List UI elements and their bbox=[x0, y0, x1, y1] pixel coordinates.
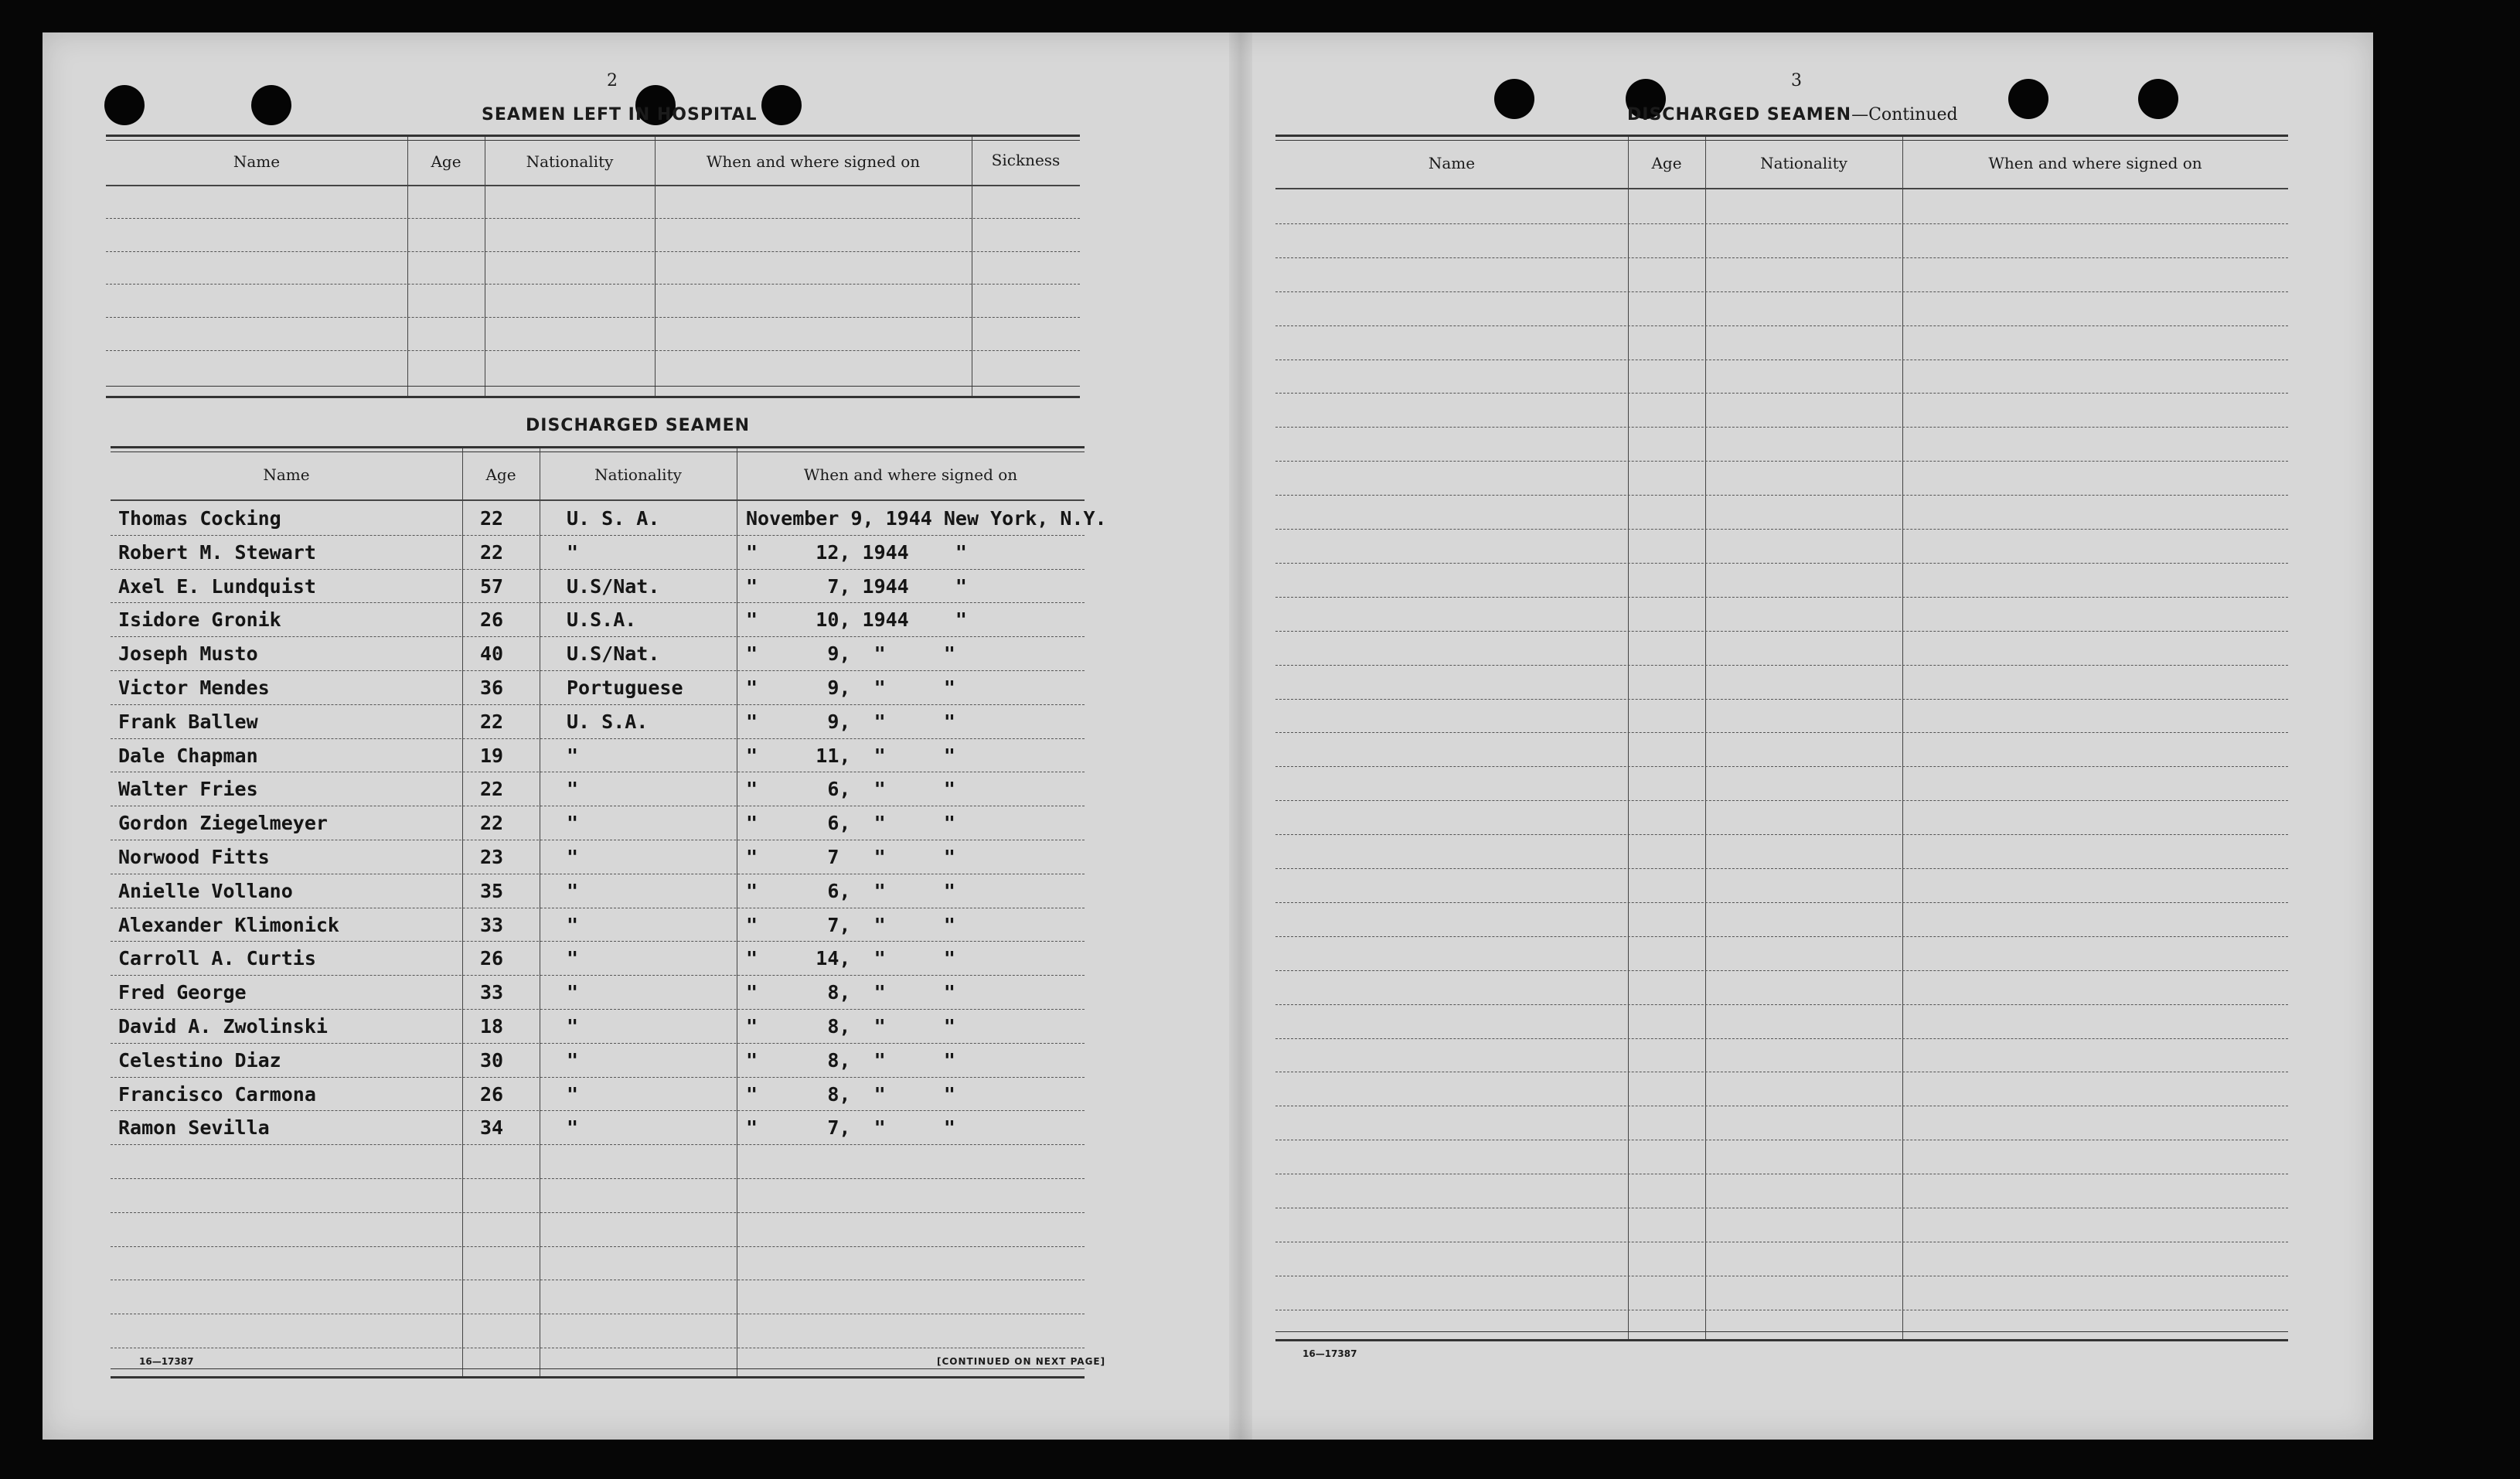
row-rule bbox=[111, 1178, 1085, 1179]
punch-hole bbox=[251, 85, 291, 125]
row-rule bbox=[1275, 868, 2288, 869]
table-row bbox=[111, 604, 1085, 635]
hospital-header-nationality: Nationality bbox=[526, 152, 614, 171]
row-rule bbox=[1275, 597, 2288, 598]
punch-hole bbox=[1494, 79, 1534, 119]
table-row bbox=[111, 571, 1085, 601]
discharged-table bbox=[111, 446, 1107, 1378]
table-row bbox=[111, 773, 1085, 804]
right-header-name: Name bbox=[1428, 154, 1476, 172]
seaman-age: 57 bbox=[480, 574, 504, 598]
row-rule bbox=[111, 1077, 1085, 1078]
seaman-signed-on: " 11, " " bbox=[746, 744, 955, 767]
seaman-signed-on: " 6, " " bbox=[746, 778, 955, 801]
row-rule bbox=[111, 1009, 1085, 1010]
seaman-signed-on: " 8, " " bbox=[746, 981, 955, 1004]
seaman-nationality: " bbox=[567, 879, 579, 902]
discharged-header-age: Age bbox=[485, 465, 516, 484]
seaman-age: 26 bbox=[480, 1082, 504, 1106]
seaman-name: Victor Mendes bbox=[118, 676, 270, 699]
row-rule bbox=[111, 569, 1085, 570]
seaman-signed-on: " 6, " " bbox=[746, 879, 955, 902]
seaman-signed-on: November 9, 1944 New York, N.Y. bbox=[746, 507, 1107, 530]
row-rule bbox=[1275, 495, 2288, 496]
punch-hole bbox=[2138, 79, 2178, 119]
discharged-header-nationality: Nationality bbox=[594, 465, 682, 484]
seaman-nationality: " bbox=[567, 744, 579, 767]
seaman-nationality: Portuguese bbox=[567, 676, 683, 699]
seaman-age: 22 bbox=[480, 507, 504, 530]
table-row bbox=[111, 909, 1085, 940]
row-rule bbox=[1275, 1038, 2288, 1039]
table-row bbox=[111, 638, 1085, 669]
seaman-age: 19 bbox=[480, 744, 504, 767]
hospital-table bbox=[106, 135, 1080, 398]
table-row bbox=[111, 537, 1085, 567]
seaman-nationality: " bbox=[567, 812, 579, 835]
seaman-nationality: " bbox=[567, 913, 579, 936]
seaman-name: Axel E. Lundquist bbox=[118, 574, 316, 598]
seaman-signed-on: " 14, " " bbox=[746, 947, 955, 970]
seaman-name: Anielle Vollano bbox=[118, 879, 293, 902]
row-rule bbox=[1275, 766, 2288, 767]
seaman-name: David A. Zwolinski bbox=[118, 1015, 328, 1038]
row-rule bbox=[1275, 257, 2288, 258]
row-rule bbox=[1275, 427, 2288, 428]
discharged-header-signed: When and where signed on bbox=[803, 465, 1018, 484]
row-rule bbox=[111, 535, 1085, 536]
seaman-name: Thomas Cocking bbox=[118, 507, 281, 530]
seaman-nationality: " bbox=[567, 947, 579, 970]
seaman-name: Celestino Diaz bbox=[118, 1048, 281, 1072]
seaman-nationality: " bbox=[567, 1082, 579, 1106]
seaman-age: 22 bbox=[480, 812, 504, 835]
hospital-header-signed: When and where signed on bbox=[706, 152, 921, 171]
row-rule bbox=[1275, 393, 2288, 394]
punch-hole bbox=[2008, 79, 2048, 119]
seaman-signed-on: " 6, " " bbox=[746, 812, 955, 835]
seaman-nationality: U.S.A. bbox=[567, 608, 637, 632]
seaman-name: Isidore Gronik bbox=[118, 608, 281, 632]
seaman-name: Fred George bbox=[118, 981, 247, 1004]
seaman-age: 40 bbox=[480, 642, 504, 666]
right-page-number: 3 bbox=[1791, 71, 1802, 90]
seaman-age: 23 bbox=[480, 846, 504, 868]
row-rule bbox=[1275, 665, 2288, 666]
seaman-name: Frank Ballew bbox=[118, 710, 258, 733]
right-title-main: DISCHARGED SEAMEN bbox=[1627, 105, 1852, 124]
seaman-name: Francisco Carmona bbox=[118, 1082, 316, 1106]
table-row bbox=[111, 841, 1085, 872]
table-row bbox=[111, 807, 1085, 838]
row-rule bbox=[1275, 325, 2288, 326]
right-footer-code: 16—17387 bbox=[1303, 1348, 1357, 1359]
seaman-name: Ramon Sevilla bbox=[118, 1116, 270, 1140]
row-rule bbox=[1275, 461, 2288, 462]
seaman-nationality: " bbox=[567, 1015, 579, 1038]
row-rule bbox=[111, 1110, 1085, 1111]
seaman-signed-on: " 12, 1944 " bbox=[746, 540, 967, 564]
table-row bbox=[111, 1010, 1085, 1041]
seaman-age: 22 bbox=[480, 778, 504, 801]
seaman-nationality: U. S.A. bbox=[567, 710, 649, 733]
seaman-name: Dale Chapman bbox=[118, 744, 258, 767]
punch-hole bbox=[761, 85, 802, 125]
page-fold bbox=[1229, 32, 1252, 1440]
table-row bbox=[111, 740, 1085, 771]
discharged-header-name: Name bbox=[263, 465, 310, 484]
footer-continued: [CONTINUED ON NEXT PAGE] bbox=[937, 1356, 1106, 1367]
row-rule bbox=[111, 1212, 1085, 1213]
seaman-signed-on: " 8, " " bbox=[746, 1082, 955, 1106]
row-rule bbox=[111, 602, 1085, 603]
row-rule bbox=[111, 704, 1085, 705]
punch-hole bbox=[104, 85, 145, 125]
seaman-signed-on: " 7 " " bbox=[746, 846, 955, 868]
seaman-name: Walter Fries bbox=[118, 778, 258, 801]
row-rule bbox=[1275, 902, 2288, 903]
row-rule bbox=[111, 1043, 1085, 1044]
seaman-name: Gordon Ziegelmeyer bbox=[118, 812, 328, 835]
table-row bbox=[111, 942, 1085, 973]
table-row bbox=[111, 1079, 1085, 1109]
seaman-nationality: " bbox=[567, 1116, 579, 1140]
seaman-nationality: " bbox=[567, 778, 579, 801]
seaman-name: Robert M. Stewart bbox=[118, 540, 316, 564]
seaman-nationality: U.S/Nat. bbox=[567, 574, 660, 598]
discharged-title: DISCHARGED SEAMEN bbox=[526, 416, 751, 435]
row-rule bbox=[111, 1144, 1085, 1145]
row-rule bbox=[111, 670, 1085, 671]
seaman-age: 18 bbox=[480, 1015, 504, 1038]
seaman-nationality: " bbox=[567, 540, 579, 564]
seaman-signed-on: " 9, " " bbox=[746, 710, 955, 733]
seaman-signed-on: " 8, " " bbox=[746, 1015, 955, 1038]
row-rule bbox=[111, 636, 1085, 637]
seaman-age: 36 bbox=[480, 676, 504, 699]
hospital-header-name: Name bbox=[233, 152, 281, 171]
row-rule bbox=[1275, 529, 2288, 530]
seaman-age: 26 bbox=[480, 947, 504, 970]
document-sheet bbox=[43, 32, 2373, 1440]
table-row bbox=[111, 1045, 1085, 1075]
table-row bbox=[111, 875, 1085, 906]
seaman-name: Norwood Fitts bbox=[118, 846, 270, 868]
seaman-age: 34 bbox=[480, 1116, 504, 1140]
table-row bbox=[111, 706, 1085, 737]
seaman-signed-on: " 8, " " bbox=[746, 1048, 955, 1072]
left-footer-code: 16—17387 bbox=[139, 1356, 194, 1367]
table-row bbox=[111, 976, 1085, 1007]
seaman-signed-on: " 10, 1944 " bbox=[746, 608, 967, 632]
seaman-signed-on: " 7, " " bbox=[746, 1116, 955, 1140]
right-discharged-table bbox=[1275, 135, 2288, 1341]
seaman-signed-on: " 9, " " bbox=[746, 676, 955, 699]
right-header-age: Age bbox=[1651, 154, 1682, 172]
row-rule bbox=[1275, 800, 2288, 801]
row-rule bbox=[1275, 936, 2288, 937]
seaman-signed-on: " 7, 1944 " bbox=[746, 574, 967, 598]
right-header-nationality: Nationality bbox=[1760, 154, 1847, 172]
row-rule bbox=[111, 941, 1085, 942]
seaman-name: Joseph Musto bbox=[118, 642, 258, 666]
table-row bbox=[111, 503, 1107, 533]
seaman-age: 30 bbox=[480, 1048, 504, 1072]
row-rule bbox=[1275, 834, 2288, 835]
row-rule bbox=[1275, 732, 2288, 733]
seaman-age: 33 bbox=[480, 913, 504, 936]
row-rule bbox=[1275, 563, 2288, 564]
row-rule bbox=[1275, 1004, 2288, 1005]
table-row bbox=[111, 672, 1085, 703]
right-title bbox=[1627, 105, 1958, 124]
row-rule bbox=[1275, 631, 2288, 632]
seaman-name: Carroll A. Curtis bbox=[118, 947, 316, 970]
seaman-nationality: " bbox=[567, 1048, 579, 1072]
hospital-title: SEAMEN LEFT IN HOSPITAL bbox=[482, 105, 758, 124]
hospital-header-sickness: Sickness bbox=[991, 151, 1061, 169]
seaman-age: 35 bbox=[480, 879, 504, 902]
seaman-signed-on: " 9, " " bbox=[746, 642, 955, 666]
seaman-nationality: " bbox=[567, 846, 579, 868]
row-rule bbox=[1275, 223, 2288, 224]
row-rule bbox=[1275, 699, 2288, 700]
seaman-nationality: U. S. A. bbox=[567, 507, 660, 530]
seaman-age: 26 bbox=[480, 608, 504, 632]
seaman-name: Alexander Klimonick bbox=[118, 913, 339, 936]
seaman-signed-on: " 7, " " bbox=[746, 913, 955, 936]
row-rule bbox=[111, 1246, 1085, 1247]
row-rule bbox=[111, 975, 1085, 976]
right-header-signed: When and where signed on bbox=[1988, 154, 2202, 172]
seaman-nationality: " bbox=[567, 981, 579, 1004]
left-page-number: 2 bbox=[607, 71, 618, 90]
row-rule bbox=[111, 738, 1085, 739]
table-row bbox=[111, 1112, 1085, 1143]
seaman-age: 22 bbox=[480, 710, 504, 733]
row-rule bbox=[1275, 970, 2288, 971]
row-rule bbox=[1275, 291, 2288, 292]
seaman-age: 33 bbox=[480, 981, 504, 1004]
hospital-header-age: Age bbox=[431, 152, 461, 171]
seaman-nationality: U.S/Nat. bbox=[567, 642, 660, 666]
right-title-suffix: —Continued bbox=[1851, 105, 1958, 124]
seaman-age: 22 bbox=[480, 540, 504, 564]
